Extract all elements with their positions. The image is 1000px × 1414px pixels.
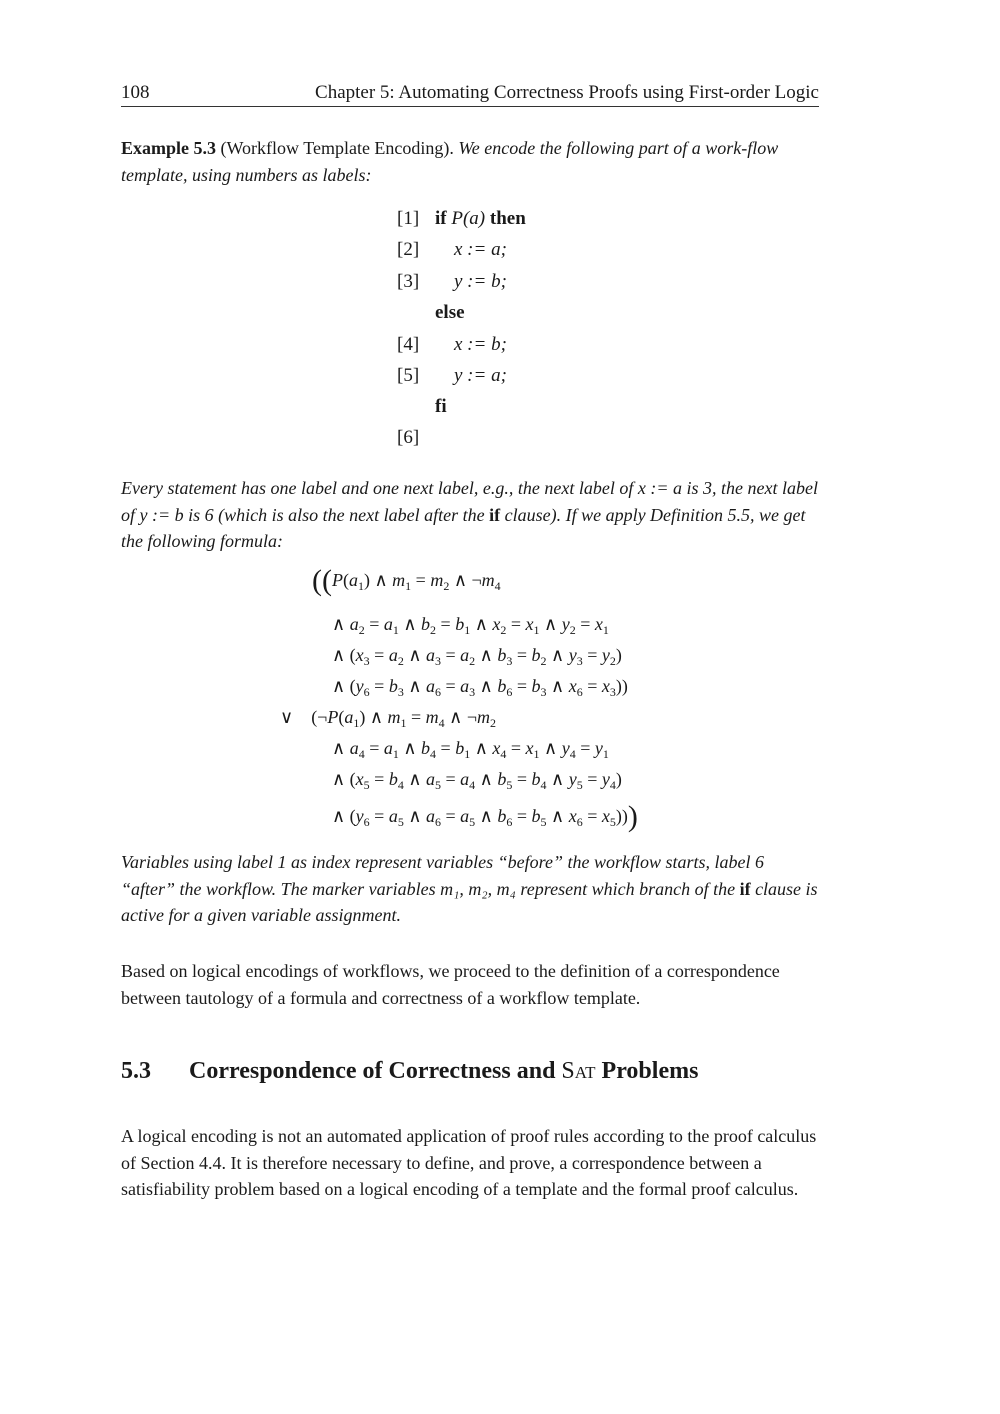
condition: P(a)	[451, 208, 486, 229]
body-paragraph: Based on logical encodings of workflows, we proceed to the definition of a correspondence between tautology of a formula and correctness of a workflow template.	[121, 961, 780, 1008]
statement: y := b;	[454, 271, 507, 292]
statement: x := a;	[454, 239, 507, 260]
formula-line: ∧ ($x_3 = a_2$ ∧ $a_3 = a_2$ ∧ $b_3 = b_2$ ∧ $y_3 = y_2$)	[332, 645, 622, 668]
variables-paragraph: Variables using label 1 as index represent variables “before” the workflow starts, label 6 “after” the workflow. The marker variables m₁, m₂, m₄ represent which branch of the if clause is active for a given variable assignment.	[121, 852, 818, 925]
formula-line: ∧ $a_2 = a_1$ ∧ $b_2 = b_1$ ∧ $x_2 = x_1$ ∧ $y_2 = x_1$	[332, 614, 609, 637]
line-label: [2]	[397, 239, 420, 260]
keyword: then	[489, 208, 526, 229]
statement: x := b;	[454, 334, 507, 355]
line-label: [3]	[397, 271, 420, 292]
formula-line: ∧ $a_4 = a_1$ ∧ $b_4 = b_1$ ∧ $x_4 = x_1$ ∧ $y_4 = y_1$	[332, 738, 609, 761]
example-intro: We encode the following part of a work-flow template, using numbers as labels:	[121, 138, 779, 185]
section-heading: 5.3 Correspondence of Correctness and Sat Problems	[121, 1058, 699, 1084]
page-number: 108	[121, 82, 150, 103]
line-label: [4]	[397, 334, 420, 355]
keyword-else: else	[435, 302, 465, 323]
line-label: [5]	[397, 365, 420, 386]
explanation-paragraph: Every statement has one label and one next label, e.g., the next label of x := a is 3, the next label of y := b is 6 (which is also the next label after the if clause). If we apply Definition 5.5, we get the following formula:	[121, 478, 818, 551]
example-title: (Workflow Template Encoding).	[220, 138, 454, 158]
body-paragraph: A logical encoding is not an automated application of proof rules according to the proof calculus of Section 4.4. It is therefore necessary to define, and prove, a correspondence between a satisfiability problem based on a logical encoding of a template and the formal proof calculus.	[121, 1126, 817, 1199]
line-label: [6]	[397, 427, 420, 448]
formula-line: ∨ ($\neg P(a_1)$ ∧ $m_1 = m_4$ ∧ $\neg m_2$	[280, 707, 496, 730]
example-block	[121, 135, 819, 188]
keyword-fi: fi	[435, 396, 447, 417]
running-header	[121, 82, 819, 107]
statement: y := a;	[454, 365, 507, 386]
example-label: Example 5.3	[121, 138, 217, 158]
formula-line: ∧ ($y_6 = a_5$ ∧ $a_6 = a_5$ ∧ $b_6 = b_5$ ∧ $x_6 = x_5$)))	[332, 800, 638, 833]
formula-line: ∧ ($x_5 = b_4$ ∧ $a_5 = a_4$ ∧ $b_5 = b_4$ ∧ $y_5 = y_4$)	[332, 769, 622, 792]
formula-line: ∧ ($y_6 = b_3$ ∧ $a_6 = a_3$ ∧ $b_6 = b_3$ ∧ $x_6 = x_3$))	[332, 676, 628, 699]
keyword: if	[435, 208, 447, 229]
formula-line: (($P(a_1)$ ∧ $m_1 = m_2$ ∧ $\neg m_4$	[312, 564, 501, 597]
section-number: 5.3	[121, 1058, 151, 1084]
line-label: [1]	[397, 208, 420, 229]
or-symbol: ∨	[280, 707, 294, 727]
running-title: Chapter 5: Automating Correctness Proofs using First-order Logic	[315, 82, 819, 103]
